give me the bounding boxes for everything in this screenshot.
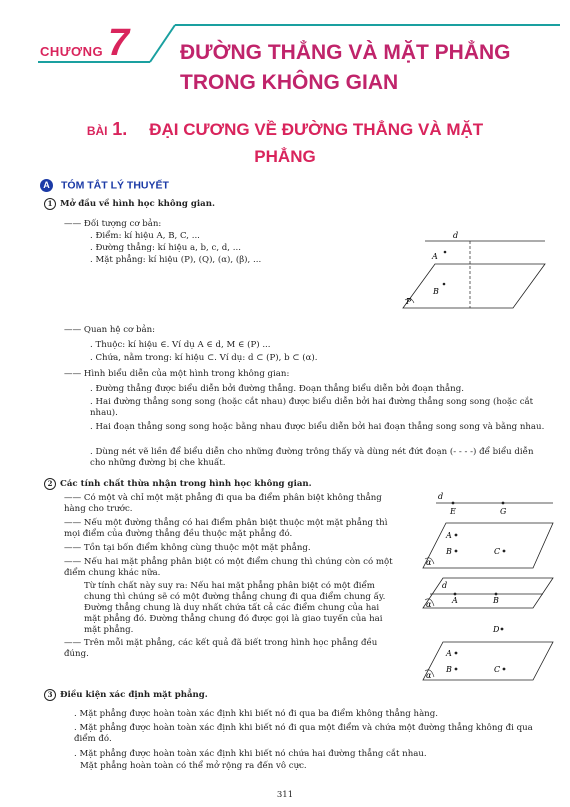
fig2-label-d: d bbox=[438, 492, 444, 501]
s2-item-1: —— Có một và chỉ một mặt phẳng đi qua ba điểm phân biệt không thẳng hàng cho trước. bbox=[64, 493, 382, 514]
s2-item-5: —— Trên mỗi mặt phẳng, các kết quả đã biết trong hình học phẳng đều đúng. bbox=[64, 638, 378, 659]
fig2-label-g: G bbox=[500, 507, 507, 516]
fig1-label-a: A bbox=[432, 252, 438, 261]
lesson-number: 1. bbox=[112, 119, 128, 139]
figure-four-points bbox=[418, 620, 558, 682]
s1-repr-heading: —— Hình biểu diễn của một hình trong không gian: bbox=[64, 369, 290, 379]
lesson-title-line2: PHẲNG bbox=[254, 147, 316, 166]
fig1-label-d: d bbox=[453, 231, 459, 240]
s3-item-1: . Mặt phẳng được hoàn toàn xác định khi biết nó đi qua ba điểm không thẳng hàng. bbox=[74, 709, 438, 719]
s1-relations-heading: —— Quan hệ cơ bản: bbox=[64, 325, 156, 335]
fig4-label-a: A bbox=[446, 649, 452, 658]
s1-title: Mở đầu về hình học không gian. bbox=[60, 199, 215, 209]
fig3-label-b: B bbox=[493, 596, 499, 605]
s1-relation-member: . Thuộc: kí hiệu ∈. Ví dụ A ∈ d, M ∈ (P) ... bbox=[90, 340, 271, 350]
s3-item-3: . Mặt phẳng được hoàn toàn xác định khi biết nó chứa hai đường thẳng cắt nhau. bbox=[74, 749, 427, 759]
s1-repr-3: . Hai đoạn thẳng song song hoặc bằng nhau được biểu diễn bởi hai đoạn thẳng song song và bằng nhau. bbox=[90, 422, 545, 432]
s1-number: 1 bbox=[44, 198, 56, 210]
chapter-title-line1: ĐƯỜNG THẲNG VÀ MẶT PHẲNG bbox=[180, 41, 511, 64]
fig2-label-e: E bbox=[450, 507, 456, 516]
fig4-label-b: B bbox=[446, 665, 452, 674]
s1-repr-4: . Dùng nét vẽ liền để biểu diễn cho những đường trông thấy và dùng nét đứt đoạn (- - - -) để biểu diễn cho những đường bị che khuất. bbox=[90, 447, 534, 468]
lesson-title-line1: ĐẠI CƯƠNG VỀ ĐƯỜNG THẲNG VÀ MẶT bbox=[149, 120, 484, 139]
figure-plane-line bbox=[395, 228, 555, 320]
s1-relation-subset: . Chứa, nằm trong: kí hiệu ⊂. Ví dụ: d ⊂ (P), b ⊂ (α). bbox=[90, 353, 318, 363]
lesson-label: BÀI bbox=[86, 124, 108, 138]
page-number: 311 bbox=[276, 790, 294, 800]
fig4-label-d: D bbox=[493, 625, 500, 634]
s1-heading bbox=[44, 198, 215, 210]
s1-repr-1: . Đường thẳng được biểu diễn bởi đường thẳng. Đoạn thẳng biểu diễn bởi đoạn thẳng. bbox=[90, 384, 464, 394]
chapter-title bbox=[180, 38, 560, 98]
s3-title: Điều kiện xác định mặt phẳng. bbox=[60, 690, 208, 700]
fig4-label-alpha: α bbox=[426, 671, 432, 680]
s1-repr-2: . Hai đường thẳng song song (hoặc cắt nhau) được biểu diễn bởi hai đường thẳng song song (hoặc cắt nhau). bbox=[90, 397, 534, 418]
s1-object-plane: . Mặt phẳng: kí hiệu (P), (Q), (α), (β), ... bbox=[90, 255, 262, 265]
s1-objects-heading: —— Đối tượng cơ bản: bbox=[64, 219, 162, 229]
s2-number: 2 bbox=[44, 478, 56, 490]
s2-item-3: —— Tồn tại bốn điểm không cùng thuộc một mặt phẳng. bbox=[64, 543, 311, 553]
fig4-label-c: C bbox=[494, 665, 501, 674]
fig3-label-d: d bbox=[442, 581, 448, 590]
fig2-label-alpha: α bbox=[426, 558, 432, 567]
fig2-label-b: B bbox=[446, 547, 452, 556]
s1-object-point: . Điểm: kí hiệu A, B, C, ... bbox=[90, 231, 200, 241]
section-a-heading bbox=[40, 179, 169, 192]
fig1-label-b: B bbox=[433, 287, 439, 296]
s1-object-line: . Đường thẳng: kí hiệu a, b, c, d, ... bbox=[90, 243, 241, 253]
fig1-label-p: P bbox=[406, 297, 412, 306]
section-a-title: TÓM TẮT LÝ THUYẾT bbox=[61, 179, 169, 192]
fig3-label-a: A bbox=[452, 596, 458, 605]
section-a-icon: A bbox=[40, 179, 53, 192]
s2-title: Các tính chất thừa nhận trong hình học không gian. bbox=[60, 479, 312, 489]
s2-corollary: Từ tính chất này suy ra: Nếu hai mặt phẳng phân biệt có một điểm chung thì chúng sẽ có một đường thẳng chung đi qua điểm chung ấy. Đường thẳng chung là duy nhất chứa tất cả các điểm chung của hai mặt phẳng đó. Đường thẳng chung đó được gọi là giao tuyến của hai mặt phẳng. bbox=[84, 581, 386, 635]
s3-number: 3 bbox=[44, 689, 56, 701]
s3-heading bbox=[44, 689, 208, 701]
figure-line-in-plane bbox=[418, 576, 558, 610]
chapter-number: 7 bbox=[108, 22, 130, 64]
s2-item-4: —— Nếu hai mặt phẳng phân biệt có một điểm chung thì chúng còn có một điểm chung khác nữa. bbox=[64, 557, 393, 578]
s3-item-2: . Mặt phẳng được hoàn toàn xác định khi biết nó đi qua một điểm và chứa một đường thẳng không đi qua điểm đó. bbox=[74, 723, 533, 744]
fig2-label-a: A bbox=[446, 531, 452, 540]
figure-plane-three-points bbox=[418, 488, 558, 570]
fig3-label-alpha: α bbox=[426, 600, 432, 609]
s2-item-2: —— Nếu một đường thẳng có hai điểm phân biệt thuộc một mặt phẳng thì mọi điểm của đường thẳng đều thuộc mặt phẳng đó. bbox=[64, 518, 388, 539]
s2-heading bbox=[44, 478, 312, 490]
lesson-heading bbox=[0, 116, 570, 170]
s3-tail: Mặt phẳng hoàn toàn có thể mở rộng ra đến vô cực. bbox=[80, 761, 307, 771]
chapter-title-line2: TRONG KHÔNG GIAN bbox=[180, 71, 399, 94]
chapter-label: CHƯƠNG bbox=[40, 44, 104, 59]
fig2-label-c: C bbox=[494, 547, 501, 556]
